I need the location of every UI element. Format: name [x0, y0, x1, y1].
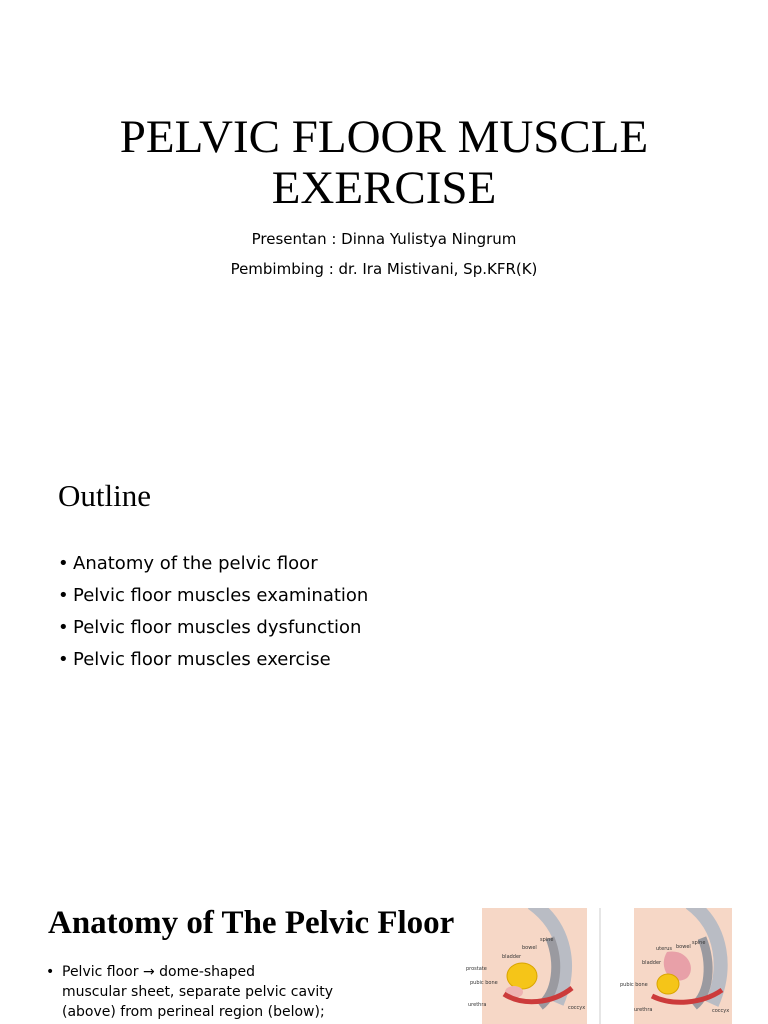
- bullet-icon: •: [58, 617, 69, 638]
- supervisor-line: Pembimbing : dr. Ira Mistivani, Sp.KFR(K): [230, 260, 538, 278]
- bullet-icon: •: [58, 585, 69, 606]
- figure-label: bladder: [642, 960, 662, 966]
- figure-label: prostate: [466, 966, 487, 972]
- bullet-line-3: (above) from perineal region (below);: [62, 1004, 325, 1020]
- bullet-line-2: muscular sheet, separate pelvic cavity: [62, 984, 334, 1000]
- presenter-line: Presentan : Dinna Yulistya Ningrum: [251, 230, 517, 248]
- bullet-icon: •: [46, 964, 55, 980]
- list-item: [58, 644, 368, 676]
- title-line-1: PELVIC FLOOR MUSCLE: [119, 111, 649, 163]
- figure-label: uterus: [656, 946, 673, 952]
- figure-label: spine: [540, 937, 554, 943]
- figure-label: pubic bone: [620, 982, 648, 988]
- figure-label: bowel: [676, 944, 691, 950]
- figure-label: pubic bone: [470, 980, 498, 986]
- outline-title: Outline: [58, 478, 151, 513]
- presentation-title: [0, 112, 768, 214]
- list-item-text: Pelvic floor muscles dysfunction: [73, 617, 362, 638]
- male-pelvis-diagram: [466, 908, 587, 1024]
- figure-label: bowel: [522, 945, 537, 951]
- list-item-text: Pelvic floor muscles exercise: [73, 649, 331, 670]
- list-item-text: Anatomy of the pelvic floor: [73, 553, 318, 574]
- bladder-shape: [657, 974, 679, 994]
- list-item: [58, 548, 368, 580]
- title-line-2: EXERCISE: [271, 162, 497, 214]
- list-item: [58, 612, 368, 644]
- bullet-icon: •: [58, 649, 69, 670]
- anatomy-bullet: [46, 962, 346, 1022]
- female-pelvis-diagram: [620, 908, 732, 1024]
- bullet-lead: Pelvic floor: [62, 964, 139, 980]
- figure-label: coccyx: [712, 1008, 730, 1014]
- anatomy-title: Anatomy of The Pelvic Floor: [48, 905, 455, 941]
- anatomy-slide: [0, 864, 768, 1024]
- arrow-right-icon: →: [142, 964, 155, 980]
- outline-list: [58, 548, 368, 676]
- figure-label: spine: [692, 940, 706, 946]
- pelvic-anatomy-figure: [462, 908, 732, 1024]
- title-slide: [0, 0, 768, 432]
- figure-label: bladder: [502, 954, 522, 960]
- bullet-icon: •: [58, 553, 69, 574]
- list-item-text: Pelvic floor muscles examination: [73, 585, 369, 606]
- outline-slide: [0, 432, 768, 864]
- figure-label: coccyx: [568, 1005, 586, 1011]
- bladder-shape: [507, 963, 537, 989]
- figure-label: urethra: [634, 1007, 653, 1013]
- figure-label: urethra: [468, 1002, 487, 1008]
- list-item: [58, 580, 368, 612]
- bullet-rest: dome-shaped: [159, 964, 256, 980]
